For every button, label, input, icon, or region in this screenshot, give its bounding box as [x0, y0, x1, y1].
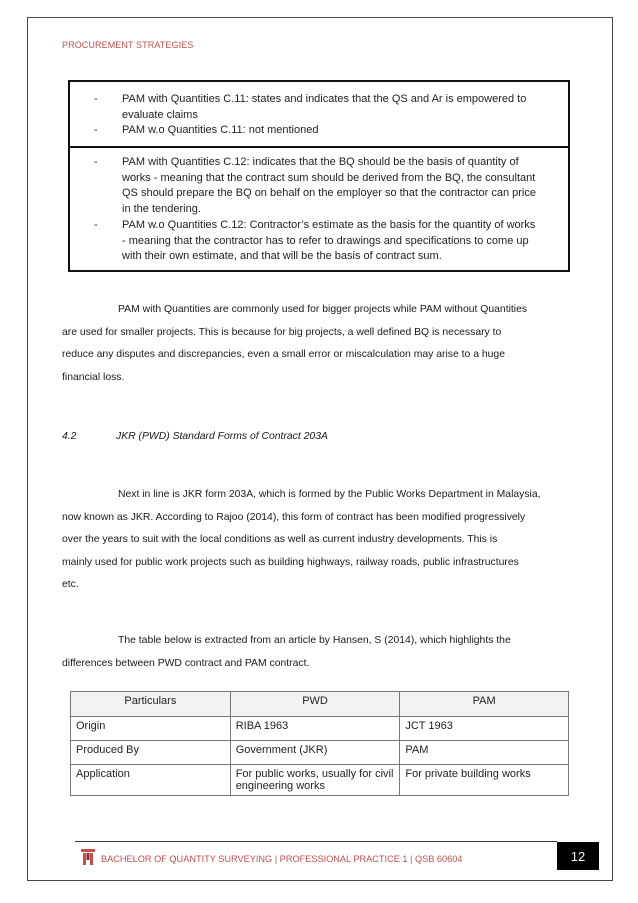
- table-cell: Application: [71, 765, 231, 796]
- clause-line: QS should prepare the BQ on behalf on the employer so that the contractor can price: [122, 187, 536, 199]
- clause-item: [94, 155, 554, 217]
- table-cell: RIBA 1963: [230, 717, 400, 741]
- para-line: The table below is extracted from an article by Hansen, S (2014), which highlights the: [118, 635, 511, 646]
- column-header: PAM: [400, 692, 569, 717]
- table-row: [71, 741, 569, 765]
- paragraph-pam-quantities: [62, 299, 577, 389]
- clause-line: PAM with Quantities C.11: states and indicates that the QS and Ar is empowered to: [122, 93, 527, 105]
- table-cell: JCT 1963: [400, 717, 569, 741]
- clause-line: in the tendering.: [122, 202, 201, 215]
- running-header: PROCUREMENT STRATEGIES: [62, 40, 194, 50]
- clause-item: [94, 123, 554, 139]
- para-line: are used for smaller projects. This is because for big projects, a well defined BQ is necessary to: [62, 326, 502, 338]
- bullet-dash: -: [94, 219, 98, 231]
- table-cell: Produced By: [71, 741, 231, 765]
- para-line: financial loss.: [62, 371, 125, 383]
- page-number: 12: [557, 842, 599, 870]
- para-line: mainly used for public work projects such as building highways, railway roads, public infrastructures: [62, 556, 519, 568]
- clause-line: evaluate claims: [122, 108, 198, 121]
- clause-line: PAM with Quantities C.12: indicates that the BQ should be the basis of quantity of: [122, 156, 519, 168]
- table-header-row: [71, 692, 569, 717]
- clause-line: works - meaning that the contract sum should be derived from the BQ, the consultant: [122, 171, 536, 184]
- section-title: JKR (PWD) Standard Forms of Contract 203A: [116, 431, 328, 442]
- para-line: PAM with Quantities are commonly used for bigger projects while PAM without Quantities: [118, 304, 528, 315]
- table-cell: For private building works: [400, 765, 569, 796]
- table-cell: Government (JKR): [230, 741, 400, 765]
- bullet-dash: -: [94, 124, 98, 136]
- clause-item: [94, 92, 554, 123]
- para-line: reduce any disputes and discrepancies, even a small error or miscalculation may arise to a huge: [62, 349, 505, 360]
- para-line: over the years to suit with the local conditions as well as current industry developments. This is: [62, 534, 498, 545]
- paragraph-jkr-form: [62, 484, 577, 597]
- clause-excerpt-box: [68, 80, 570, 272]
- clause-line: with their own estimate, and that will be the basis of contract sum.: [122, 250, 442, 262]
- para-line: differences between PWD contract and PAM contract.: [62, 657, 310, 669]
- university-logo-icon: [80, 848, 96, 866]
- section-heading: [62, 431, 328, 442]
- clause-line: PAM w.o Quantities C.11: not mentioned: [122, 124, 319, 136]
- footer-rule: [75, 841, 557, 842]
- table-row: [71, 765, 569, 796]
- box-divider: [70, 146, 568, 148]
- column-header: PWD: [230, 692, 400, 717]
- comparison-table: [70, 691, 569, 796]
- clause-line: PAM w.o Quantities C.12: Contractor’s estimate as the basis for the quantity of works: [122, 219, 536, 231]
- bullet-dash: -: [94, 156, 98, 168]
- paragraph-table-intro: [62, 630, 577, 675]
- table-cell: For public works, usually for civil engineering works: [230, 765, 400, 796]
- table-cell: PAM: [400, 741, 569, 765]
- footer-text: BACHELOR OF QUANTITY SURVEYING | PROFESSIONAL PRACTICE 1 | QSB 60604: [101, 854, 463, 864]
- para-line: etc.: [62, 579, 79, 590]
- section-number: 4.2: [62, 431, 77, 442]
- para-line: Next in line is JKR form 203A, which is formed by the Public Works Department in Malaysia,: [118, 489, 541, 500]
- clause-item: [94, 218, 554, 265]
- table-cell: Origin: [71, 717, 231, 741]
- column-header: Particulars: [71, 692, 231, 717]
- table-row: [71, 717, 569, 741]
- clause-line: - meaning that the contractor has to refer to drawings and specifications to come up: [122, 234, 529, 247]
- para-line: now known as JKR. According to Rajoo (2014), this form of contract has been modified progressively: [62, 511, 526, 523]
- bullet-dash: -: [94, 93, 98, 105]
